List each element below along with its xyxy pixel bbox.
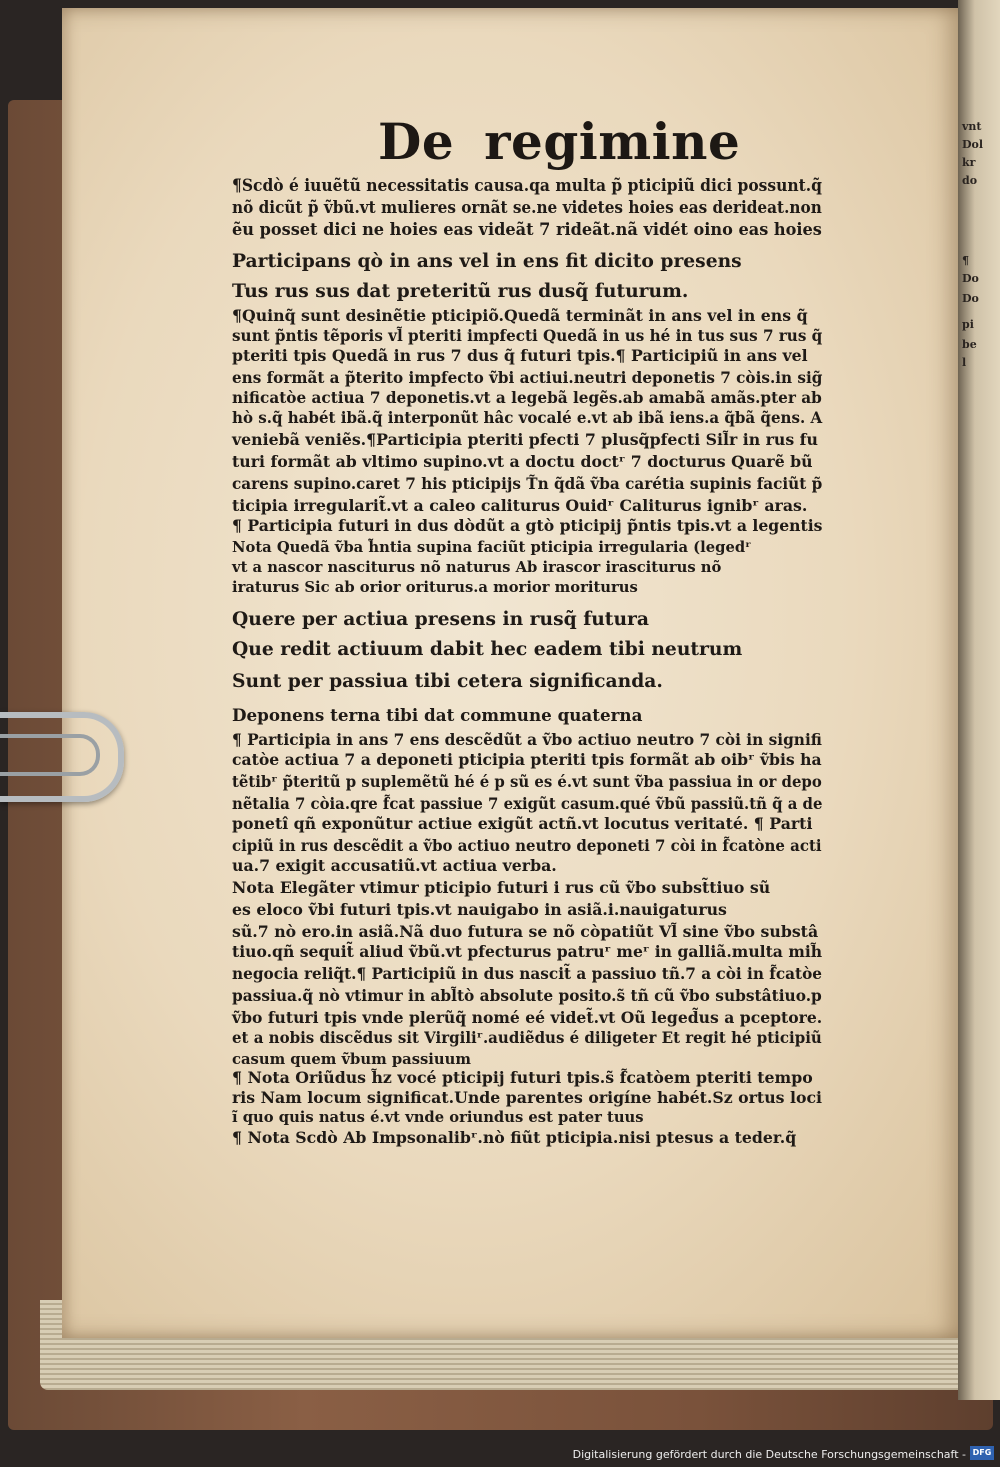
- text-line: ¶ Participia in ans 7 ens descẽdũt a ṽbo actiuo neutro 7 còi in signifi: [232, 730, 822, 749]
- text-line: tiuo.qñ sequit̃ aliud ṽbũ.vt pfecturus patruʳ meʳ in galliã.multa mih̃: [232, 942, 823, 961]
- text-line: Que redit actiuum dabit hec eadem tibi neutrum: [232, 638, 743, 660]
- text-line: ẽu posset dici ne hoies eas videãt 7 rideãt.nã vidét oino eas hoies: [232, 220, 822, 240]
- text-line: pteriti tpis Quedã in rus 7 dus q̃ futuri tpis.¶ Participiũ in ans vel: [232, 346, 808, 365]
- text-line: cipiũ in rus descẽdit a ṽbo actiuo neutro deponeti 7 còi in f̃catòne acti: [232, 836, 822, 855]
- facing-page-fragment: kr: [962, 156, 976, 169]
- text-line: ĩ quo quis natus é.vt vnde oriundus est pater tuus: [232, 1108, 644, 1126]
- text-line: Nota Quedã ṽba h̃ntia supina faciũt pticipia irregularia (legedʳ: [232, 538, 752, 556]
- text-line: Nota Elegãter vtimur pticipio futuri i rus cũ ṽbo subst̃tiuo sũ: [232, 878, 771, 897]
- text-line: ¶ Participia futuri in dus dòdũt a gtò pticipij p̃ntis tpis.vt a legentis: [232, 516, 823, 535]
- page-heading: [378, 112, 740, 171]
- page-clip-inner: [0, 734, 100, 776]
- text-line: sũ.7 nò ero.in asiã.Nã duo futura se nõ còpatiũt Vl̃ sine ṽbo substâ: [232, 922, 819, 941]
- facing-page-edge: [958, 0, 1000, 1400]
- text-line: ¶Scdò é iuuẽtũ necessitatis causa.qa multa p̃ pticipiũ dici possunt.q̃: [232, 176, 822, 196]
- facing-page-fragment: vnt: [962, 120, 982, 133]
- text-line: catòe actiua 7 a deponeti pticipia pteriti tpis formãt ab oibʳ ṽbis ha: [232, 750, 822, 769]
- heading-word-regimine: regimine: [484, 112, 741, 171]
- text-line: Tus rus sus dat preteritũ rus dusq̃ futurum.: [232, 280, 689, 302]
- text-line: nẽtalia 7 còia.qre f̃cat passiue 7 exigũt casum.qué ṽbũ passiũ.tñ q̃ a de: [232, 794, 823, 813]
- text-line: et a nobis discẽdus sit Virgiliʳ.audiẽdus é diligeter Et regit hé pticipiũ: [232, 1028, 822, 1047]
- text-line: ¶ Nota Oriũdus h̃z vocé pticipij futuri tpis.s̃ f̃catòem pteriti tempo: [232, 1068, 813, 1087]
- text-line: Deponens terna tibi dat commune quaterna: [232, 706, 643, 726]
- text-line: ¶Quinq̃ sunt desinẽtie pticipiõ.Quedã terminãt in ans vel in ens q̃: [232, 306, 808, 325]
- text-line: Quere per actiua presens in rusq̃ futura: [232, 608, 649, 630]
- footer-credit: Digitalisierung gefördert durch die Deutsche Forschungsgemeinschaft -: [572, 1448, 966, 1461]
- text-line: ens formãt a p̃terito impfecto ṽbi actiui.neutri deponetis 7 còis.in sig̃: [232, 368, 823, 387]
- facing-page-fragment: l: [962, 356, 967, 369]
- facing-page-fragment: be: [962, 338, 977, 351]
- facing-page-fragment: Do: [962, 292, 979, 305]
- text-line: iraturus Sic ab orior oriturus.a morior moriturus: [232, 578, 638, 596]
- text-line: veniebã veniẽs.¶Participia pteriti pfecti 7 plusq̃pfecti Sil̃r in rus fu: [232, 430, 818, 449]
- facing-page-fragment: do: [962, 174, 978, 187]
- text-line: nificatòe actiua 7 deponetis.vt a legebã legẽs.ab amabã amãs.pter ab: [232, 388, 822, 407]
- text-line: es eloco ṽbi futuri tpis.vt nauigabo in asiã.i.nauigaturus: [232, 900, 727, 919]
- text-line: tẽtibʳ p̃teritũ p suplemẽtũ hé é p sũ es é.vt sunt ṽba passiua in or depo: [232, 772, 822, 791]
- text-line: ticipia irregularit̃.vt a caleo caliturus Ouidʳ Caliturus ignibʳ aras.: [232, 496, 808, 515]
- text-line: passiua.q̃ nò vtimur in abl̃tò absolute posito.s̃ tñ cũ ṽbo substâtiuo.p: [232, 986, 822, 1005]
- text-line: carens supino.caret 7 his pticipijs T̃n q̃dã ṽba carétia supinis faciũt p̃: [232, 474, 823, 493]
- text-line: casum quem ṽbum passiuum: [232, 1050, 471, 1068]
- text-line: Sunt per passiua tibi cetera significanda.: [232, 670, 663, 692]
- text-line: sunt p̃ntis tẽporis vl̃ pteriti impfecti Quedã in us hé in tus sus 7 rus q̃: [232, 326, 823, 345]
- facing-page-fragment: pi: [962, 318, 974, 331]
- text-line: hò s.q̃ habét ibã.q̃ interponũt hâc vocalé e.vt ab ibã iens.a q̃bã q̃ens. A: [232, 408, 823, 427]
- text-line: nõ dicũt p̃ ṽbũ.vt mulieres ornãt se.ne videtes hoies eas derideat.non: [232, 198, 822, 218]
- text-line: turi formãt ab vltimo supino.vt a doctu doctʳ 7 docturus Quarẽ bũ: [232, 452, 813, 471]
- text-line: vt a nascor nasciturus nõ naturus Ab irascor irasciturus nõ: [232, 558, 722, 576]
- dfg-logo: DFG: [970, 1446, 994, 1460]
- heading-word-de: De: [378, 112, 455, 171]
- facing-page-fragment: ¶: [962, 254, 969, 267]
- facing-page-fragment: Do: [962, 272, 979, 285]
- text-line: negocia reliq̃t.¶ Participiũ in dus nascit̃ a passiuo tñ.7 a còi in f̃catòe: [232, 964, 822, 983]
- text-line: ris Nam locum significat.Unde parentes origíne habét.Sz ortus loci: [232, 1088, 822, 1107]
- text-line: Participans qò in ans vel in ens fit dicito presens: [232, 250, 742, 272]
- text-line: ponetî qñ exponũtur actiue exigũt actñ.vt locutus veritaté. ¶ Parti: [232, 814, 813, 833]
- text-line: ṽbo futuri tpis vnde plerũq̃ nomé eé videt̃.vt Oũ leged̃us a pceptore.: [232, 1008, 823, 1027]
- text-line: ua.7 exigit accusatiũ.vt actiua verba.: [232, 856, 557, 875]
- text-line: ¶ Nota Scdò Ab Impsonalibʳ.nò fiũt pticipia.nisi ptesus a teder.q̃: [232, 1128, 797, 1147]
- facing-page-fragment: Dol: [962, 138, 984, 151]
